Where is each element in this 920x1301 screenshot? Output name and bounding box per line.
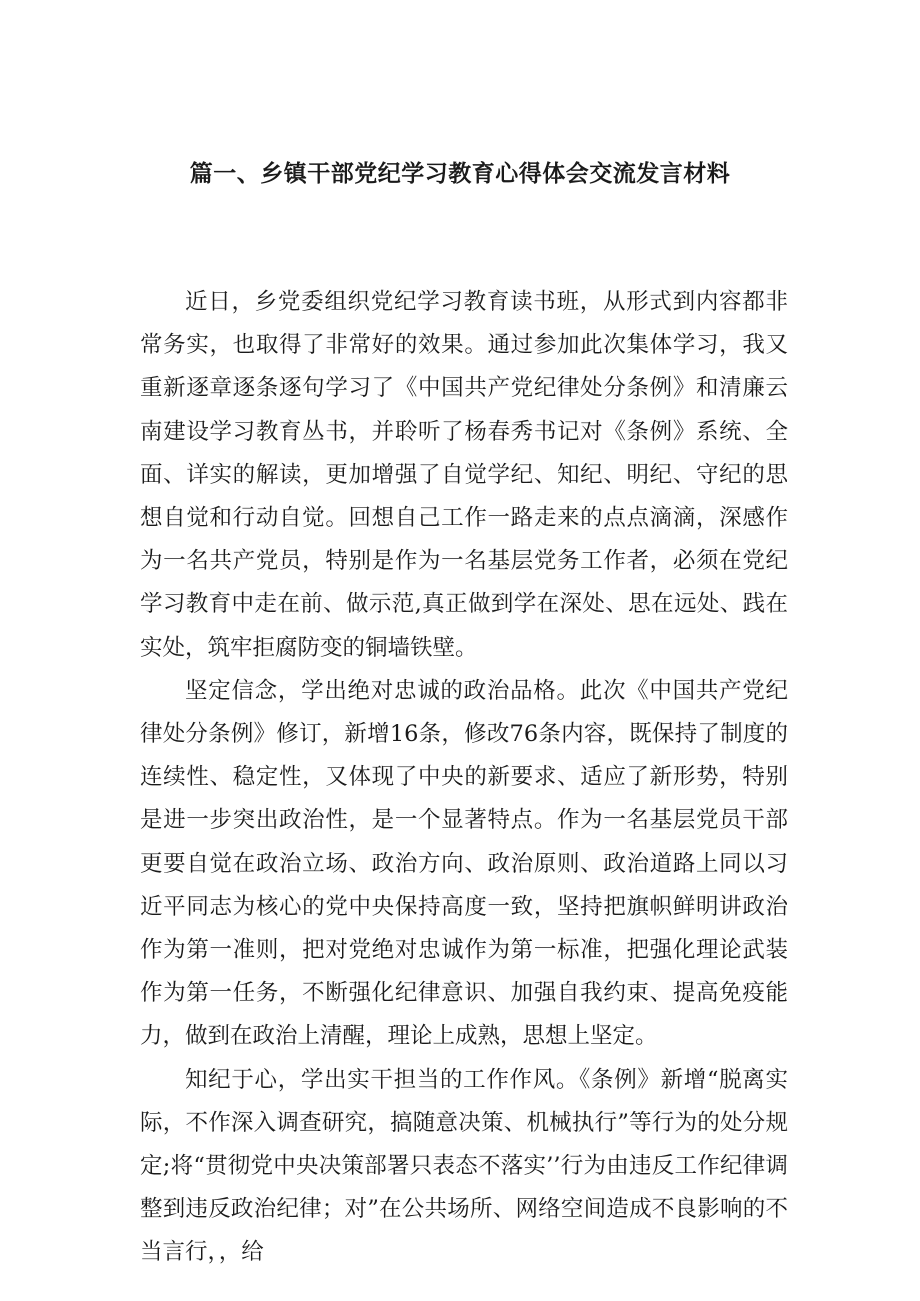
paragraph-firm-belief: 坚定信念，学出绝对忠诚的政治品格。此次《中国共产党纪律处分条例》修订，新增16条，修改76条内容，既保持了制度的连续性、稳定性，又体现了中央的新要求、适应了新形势，特别是进一步突出政治性，是一个显著特点。作为一名基层党员干部更要自觉在政治立场、政治方向、政治原则、政治道路上同以习近平同志为核心的党中央保持高度一致，坚持把旗帜鲜明讲政治作为第一准则，把对党绝对忠诚作为第一标准，把强化理论武装作为第一任务，不断强化纪律意识、加强自我约束、提高免疫能力，做到在政治上清醒，理论上成熟，思想上坚定。 — [140, 677, 788, 1050]
paragraph-intro: 近日，乡党委组织党纪学习教育读书班，从形式到内容都非常务实，也取得了非常好的效果。通过参加此次集体学习，我又重新逐章逐条逐句学习了《中国共产党纪律处分条例》和清廉云南建设学习教育丛书，并聆听了杨春秀书记对《条例》系统、全面、详实的解读，更加增强了自觉学纪、知纪、明纪、守纪的思想自觉和行动自觉。回想自己工作一路走来的点点滴滴，深感作为一名共产党员，特别是作为一名基层党务工作者，必须在党纪学习教育中走在前、做示范,真正做到学在深处、思在远处、践在实处，筑牢拒腐防变的铜墙铁壁。 — [140, 289, 788, 661]
document-body — [140, 281, 788, 1275]
paragraph-know-discipline: 知纪于心，学出实干担当的工作作风。《条例》新增“脱离实际，不作深入调查研究，搞随意决策、机械执行”等行为的处分规定;将“贯彻党中央决策部署只表态不落实’’行为由违反工作纪律调整到违反政治纪律；对”在公共场所、网络空间造成不良影响的不当言行，，给 — [140, 1066, 788, 1266]
document-title: 篇一、乡镇干部党纪学习教育心得体会交流发言材料 — [189, 161, 731, 187]
